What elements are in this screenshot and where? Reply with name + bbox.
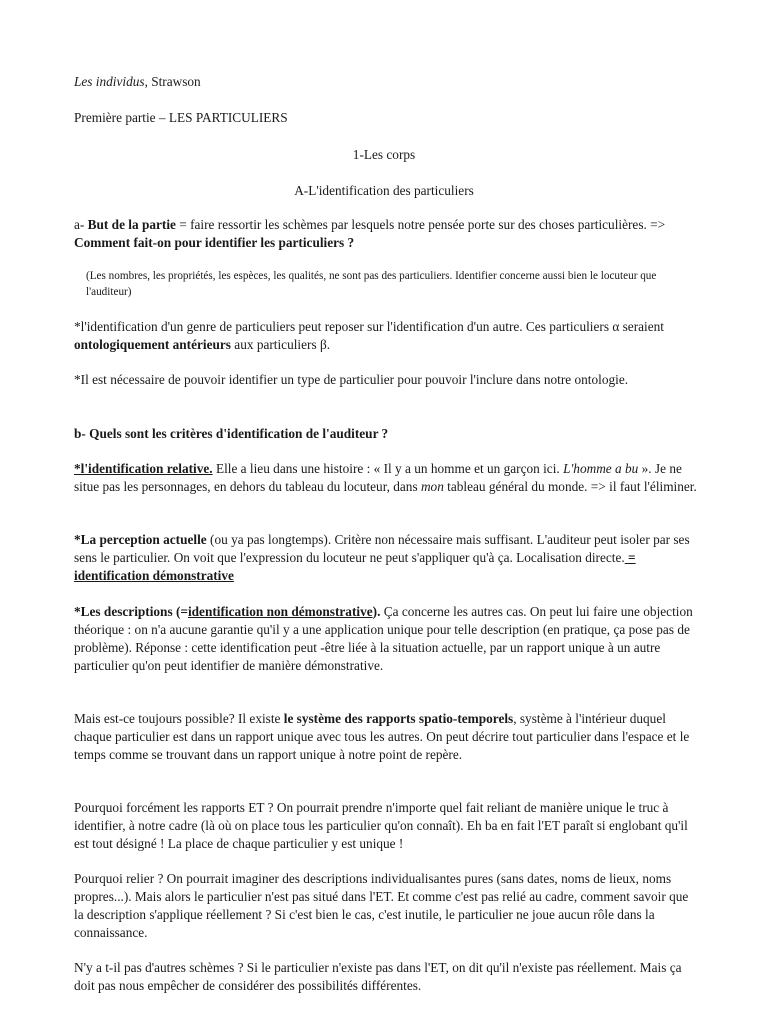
book-heading [74, 73, 698, 91]
paragraph-perception: *La perception actuelle (ou ya pas longtemps). Critère non nécessaire mais suffisant. L'auditeur peut isoler par ses sens le particulier. On voit que l'expression du locuteur ne peut s'appliquer qu'à ça. Localisation directe. = identification démonstrative [74, 532, 690, 583]
section-title: A-L'identification des particuliers [294, 183, 474, 198]
demonstrative-label: = identification démonstrative [74, 550, 636, 583]
subheading-criteria: b- Quels sont les critères d'identification de l'auditeur ? [74, 426, 389, 441]
paragraph-relative: *l'identification relative. Elle a lieu dans une histoire : « Il y a un homme et un garçon ici. L'homme a bu ». Je ne situe pas les personnages, en dehors du tableau du locuteur, dans mon tableau général du monde. => il faut l'éliminer. [74, 461, 697, 494]
paragraph-why-et: Pourquoi forcément les rapports ET ? On pourrait prendre n'importe quel fait reliant de manière unique le truc à identifier, à notre cadre (là où on place tous les particulier qu'on connaît). Eh ba en fait l'ET paraît si englobant qu'il est tout désigné ! La place de chaque particulier y est unique ! [74, 800, 688, 851]
goal-label: But de la partie [87, 217, 176, 232]
paragraph-goal: a- But de la partie = faire ressortir les schèmes par lesquels notre pensée porte sur des choses particulières. => Comment fait-on pour identifier les particuliers ? [74, 217, 666, 250]
paragraph-other-schemes: N'y a t-il pas d'autres schèmes ? Si le particulier n'existe pas dans l'ET, on dit qu'il n'existe pas réellement. Mais ça doit pas nous empêcher de considérer des possibilités différentes. [74, 960, 682, 993]
note-paragraph: (Les nombres, les propriétés, les espèces, les qualités, ne sont pas des particuliers. Identifier concerne aussi bien le locuteur que l'auditeur) [86, 270, 657, 298]
relative-label: *l'identification relative. [74, 461, 213, 476]
paragraph-descriptions: *Les descriptions (=identification non démonstrative). Ça concerne les autres cas. On peut lui faire une objection théorique : on n'a aucune garantie qu'il y a une application unique pour telle description (en pratique, ça pose pas de problème). Réponse : cette identification peut -être liée à la situation actuelle, par un rapport unique à un autre particulier qu'on peut identifier de manière démonstrative. [74, 604, 693, 673]
paragraph-spatiotemporal: Mais est-ce toujours possible? Il existe le système des rapports spatio-temporels, système à l'intérieur duquel chaque particulier est dans un rapport unique avec tous les autres. On peut décrire tout particulier dans l'espace et le temps comme se trouvant dans un rapport unique à notre point de repère. [74, 711, 690, 762]
book-title: Les individus [74, 74, 145, 89]
chapter-title: 1-Les corps [352, 147, 416, 162]
paragraph-why-relate: Pourquoi relier ? On pourrait imaginer des descriptions individualisantes pures (sans dates, noms de lieux, noms propres...). Mais alors le particulier n'est pas situé dans l'ET. Et comme c'est pas relié au cadre, comment savoir que la description s'applique réellement ? Si c'est bien le cas, c'est inutile, le particulier ne joue aucun rôle dans la connaissance. [74, 871, 689, 940]
paragraph-ontological: *l'identification d'un genre de particuliers peut reposer sur l'identification d'un autre. Ces particuliers α seraient ontologiquement antérieurs aux particuliers β. [74, 319, 664, 352]
author: , Strawson [144, 74, 201, 89]
part-title: Première partie – LES PARTICULIERS [74, 110, 288, 125]
paragraph-type: *Il est nécessaire de pouvoir identifier un type de particulier pour pouvoir l'inclure dans notre ontologie. [74, 372, 629, 387]
goal-question: Comment fait-on pour identifier les particuliers ? [74, 235, 355, 250]
